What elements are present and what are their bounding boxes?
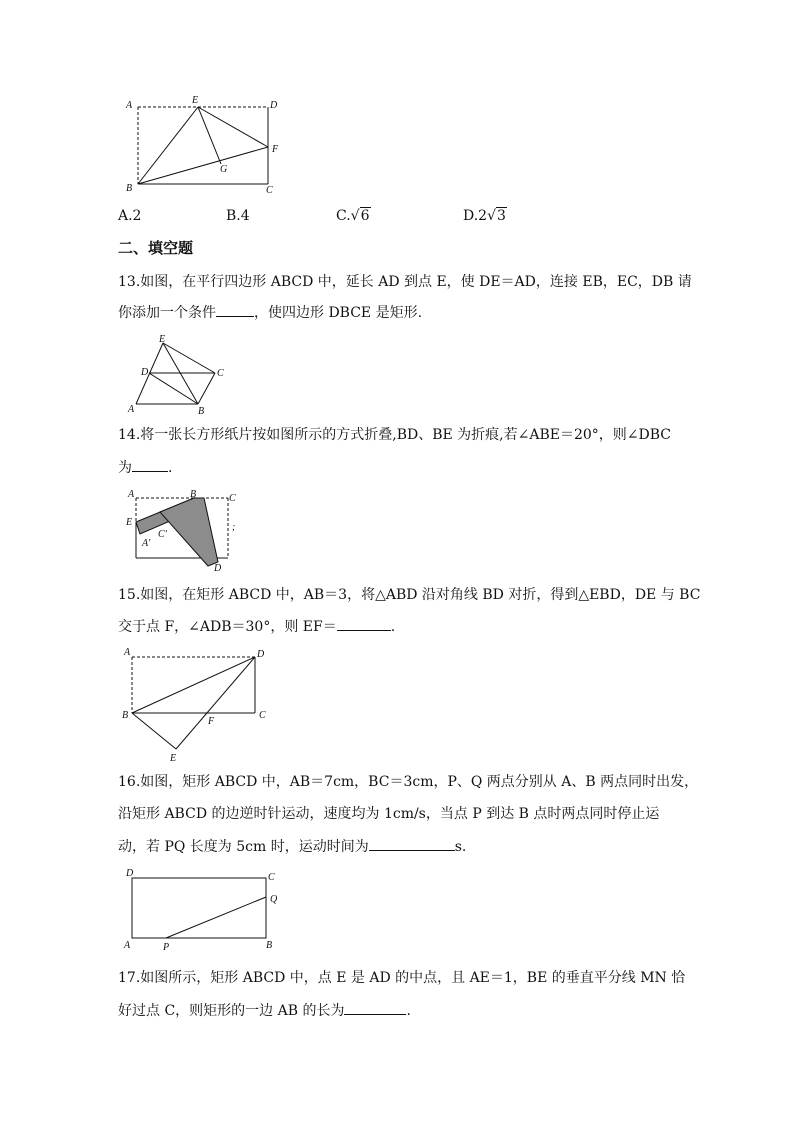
q13-line2: 你添加一个条件 ，使四边形 DBCE 是矩形. [118, 302, 422, 323]
option-a: A.2 [118, 208, 142, 224]
answer-blank [337, 616, 391, 631]
q16-figure [118, 866, 288, 952]
label-b: B [122, 710, 129, 721]
label-a: A [128, 489, 135, 500]
label-b: B [190, 489, 197, 500]
label-b: B [126, 183, 133, 194]
label-e: E [159, 334, 166, 345]
q15-line2: 交于点 F，∠ADB＝30°，则 EF＝ . [118, 616, 395, 637]
answer-blank [369, 836, 455, 851]
answer-blank [132, 457, 168, 472]
label-d: D [141, 367, 149, 378]
sqrt-symbol: √3 [487, 208, 506, 224]
label-c: C [229, 493, 236, 504]
q12-options [118, 208, 678, 228]
q12-figure [118, 92, 293, 197]
label-f: F [208, 716, 215, 727]
label-e: E [170, 753, 177, 764]
q16-line3: 动，若 PQ 长度为 5cm 时，运动时间为 s. [118, 836, 466, 857]
label-c: C [259, 710, 266, 721]
label-a: A [126, 100, 133, 111]
answer-blank [216, 302, 254, 317]
label-q: Q [270, 894, 278, 905]
q17-line2: 好过点 C，则矩形的一边 AB 的长为 . [118, 1000, 411, 1021]
q15-line1: 15.如图，在矩形 ABCD 中，AB＝3，将△ABD 沿对角线 BD 对折，得到△EBD，DE 与 BC [118, 587, 701, 603]
q16-line1: 16.如图，矩形 ABCD 中，AB＝7cm，BC＝3cm，P、Q 两点分别从 A、B 两点同时出发， [118, 774, 699, 790]
section-heading: 二、填空题 [118, 239, 194, 257]
label-a: A [124, 940, 131, 951]
q14-line2: 为 . [118, 457, 172, 478]
label-e: E [126, 517, 133, 528]
label-semicolon: ; [232, 522, 236, 533]
answer-blank [344, 1000, 406, 1015]
label-a: A [124, 647, 131, 658]
label-a-prime: A' [142, 538, 151, 549]
option-b: B.4 [226, 208, 250, 224]
label-e: E [192, 95, 199, 106]
q14-figure [118, 488, 248, 572]
label-c: C [217, 368, 224, 379]
label-c-prime: C' [158, 529, 167, 540]
q13-figure [118, 333, 228, 417]
sqrt-symbol: √6 [350, 208, 370, 224]
q16-line2: 沿矩形 ABCD 的边逆时针运动，速度均为 1cm/s，当点 P 到达 B 点时两点同时停止运 [118, 806, 660, 822]
label-c: C [266, 185, 273, 196]
option-c: C.√6 [336, 208, 370, 224]
label-b: B [266, 940, 273, 951]
q14-line1: 14.将一张长方形纸片按如图所示的方式折叠,BD、BE 为折痕,若∠ABE＝20°，则∠DBC [118, 427, 672, 443]
q17-line1: 17.如图所示，矩形 ABCD 中，点 E 是 AD 的中点，且 AE＝1，BE 的垂直平分线 MN 恰 [118, 970, 686, 986]
label-d: D [214, 563, 222, 574]
label-a: A [128, 404, 135, 415]
label-d: D [126, 868, 134, 879]
label-f: F [272, 144, 279, 155]
q13-line1: 13.如图，在平行四边形 ABCD 中，延长 AD 到点 E，使 DE＝AD，连接 EB，EC，DB 请 [118, 274, 692, 290]
label-b: B [198, 406, 205, 417]
option-d: D.2√3 [463, 208, 506, 224]
q15-figure [118, 646, 278, 768]
label-g: G [220, 164, 228, 175]
label-p: P [163, 942, 170, 953]
label-d: D [270, 100, 278, 111]
label-d: D [257, 649, 265, 660]
label-c: C [268, 872, 275, 883]
